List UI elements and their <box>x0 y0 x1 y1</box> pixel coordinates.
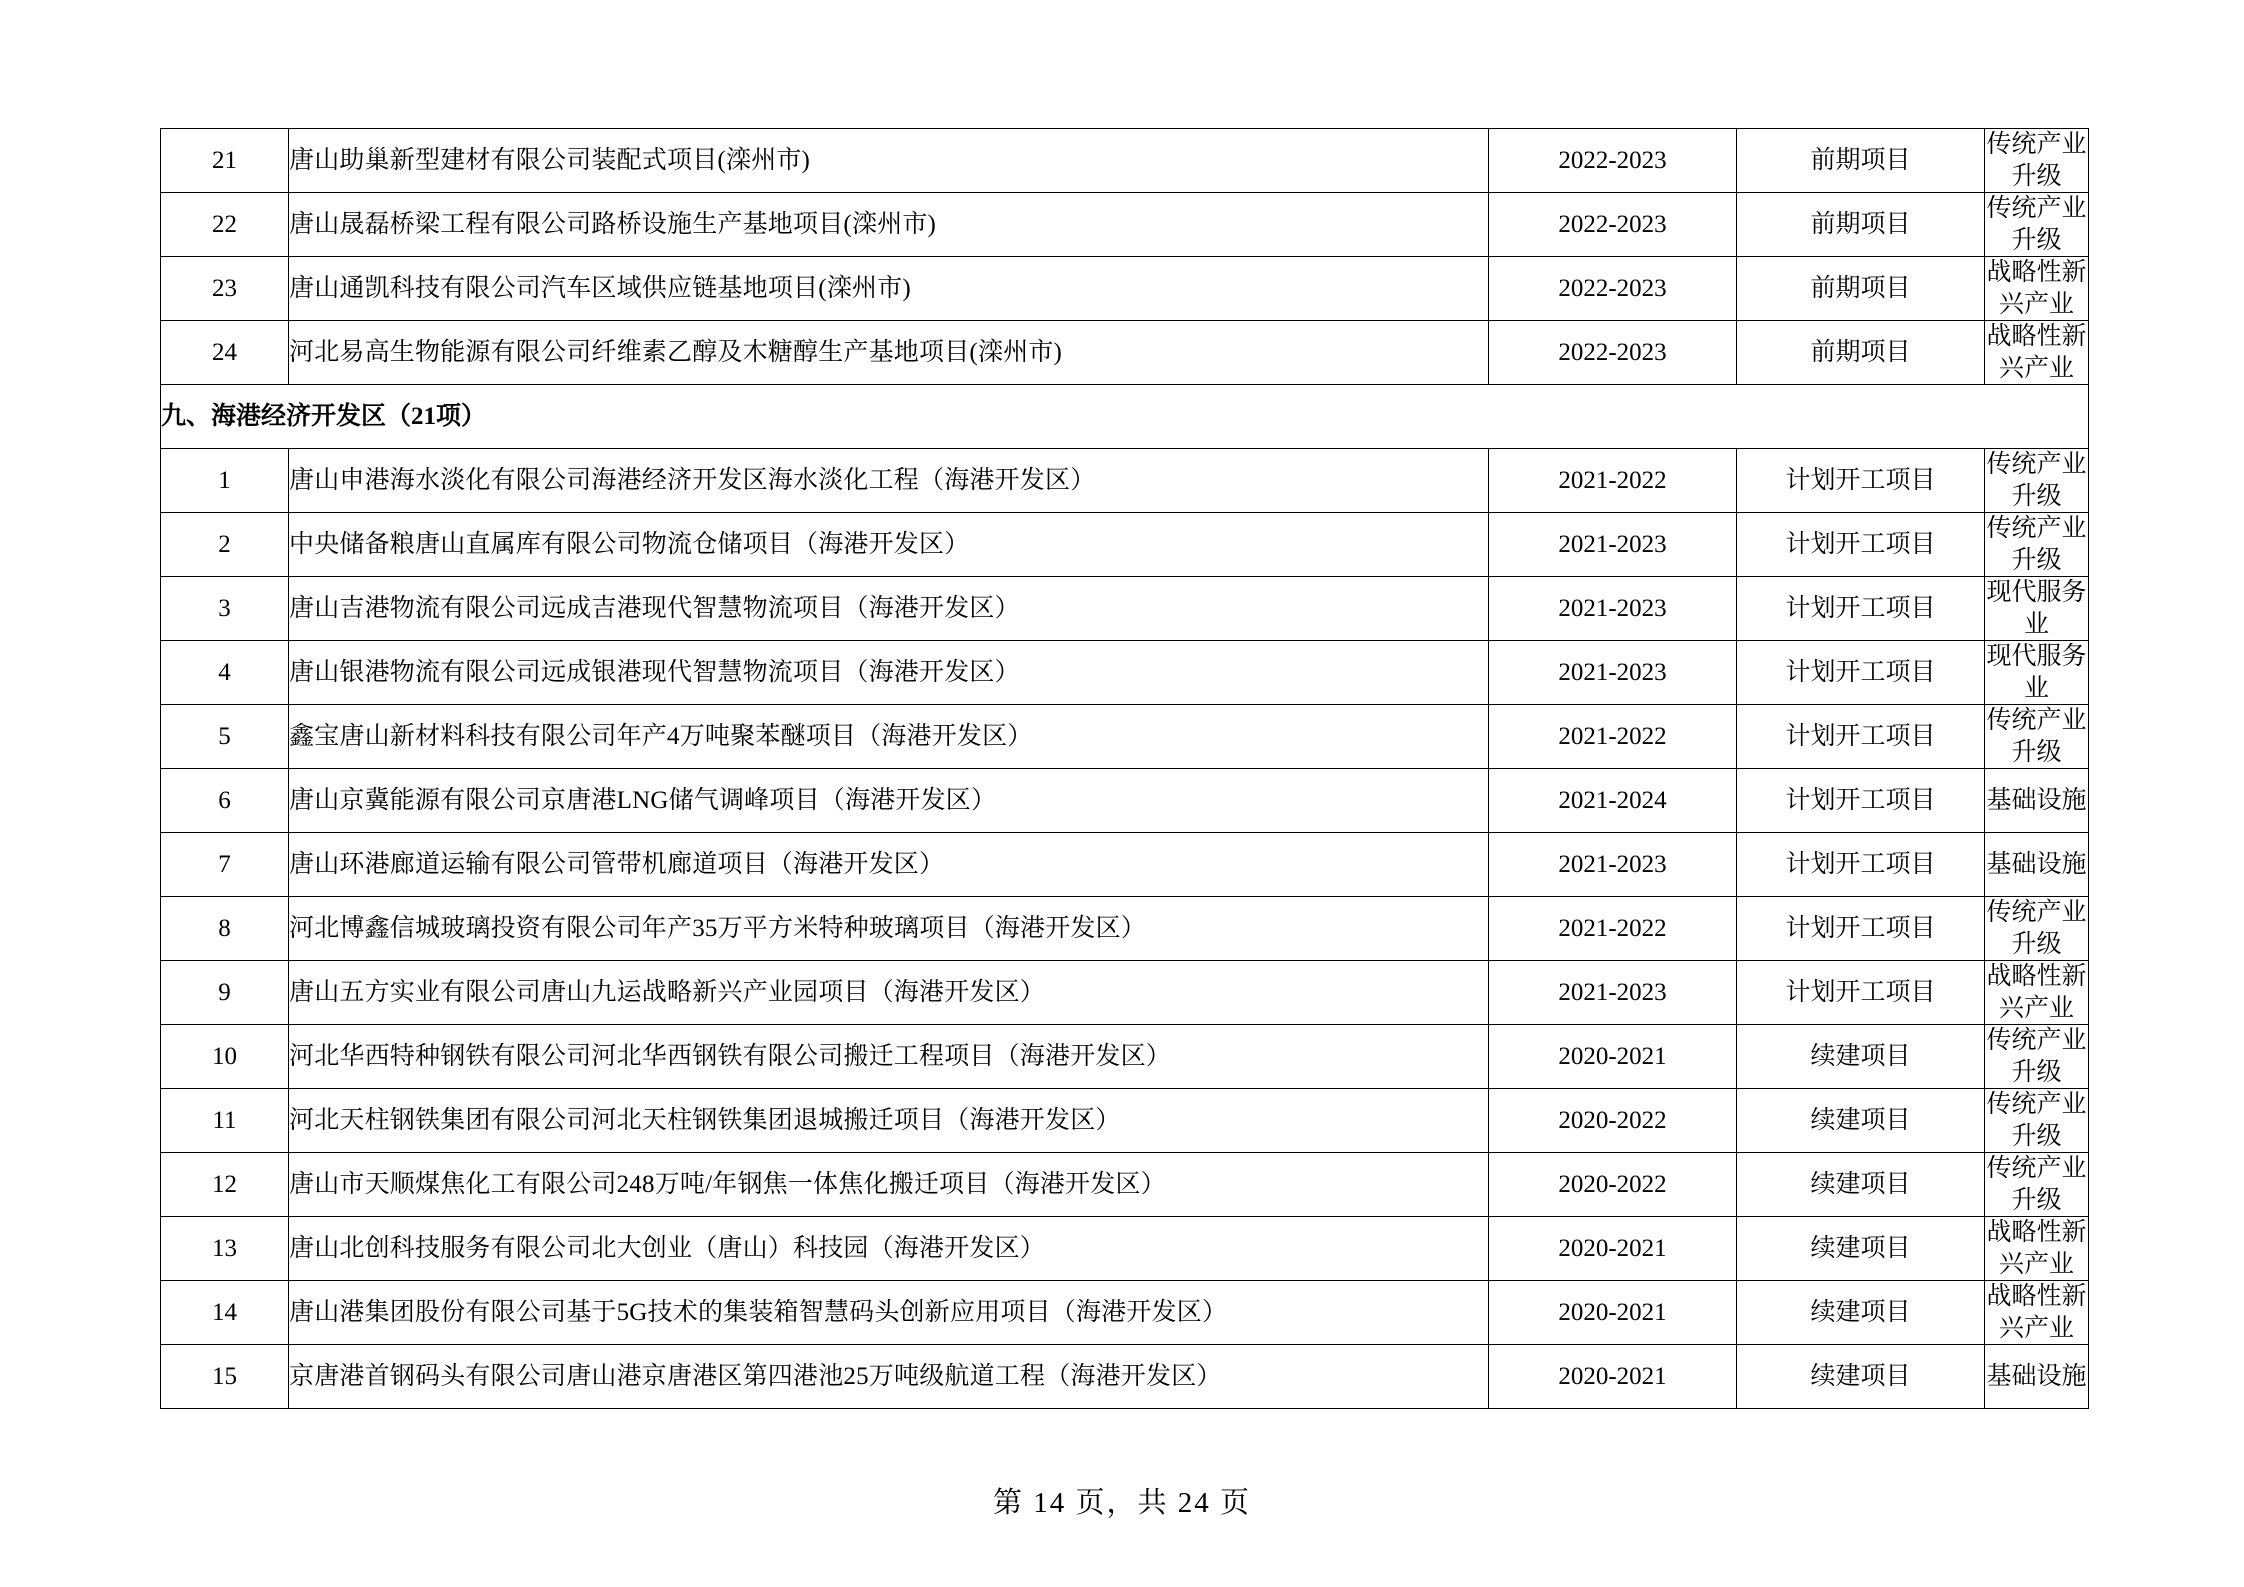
table-row <box>161 1089 2089 1153</box>
cell-years: 2021-2022 <box>1489 897 1737 961</box>
cell-stage: 计划开工项目 <box>1737 769 1985 833</box>
section-title: 九、海港经济开发区（21项） <box>161 385 2089 449</box>
cell-index: 1 <box>161 449 289 513</box>
cell-project-name: 唐山五方实业有限公司唐山九运战略新兴产业园项目（海港开发区） <box>289 961 1489 1025</box>
project-table-container <box>160 128 2088 1409</box>
cell-industry-type: 战略性新兴产业 <box>1985 961 2089 1025</box>
cell-industry-type: 传统产业升级 <box>1985 1025 2089 1089</box>
cell-industry-type: 传统产业升级 <box>1985 449 2089 513</box>
cell-project-name: 河北华西特种钢铁有限公司河北华西钢铁有限公司搬迁工程项目（海港开发区） <box>289 1025 1489 1089</box>
cell-stage: 前期项目 <box>1737 321 1985 385</box>
cell-project-name: 唐山港集团股份有限公司基于5G技术的集装箱智慧码头创新应用项目（海港开发区） <box>289 1281 1489 1345</box>
table-row <box>161 1345 2089 1409</box>
cell-index: 8 <box>161 897 289 961</box>
cell-stage: 计划开工项目 <box>1737 513 1985 577</box>
cell-stage: 计划开工项目 <box>1737 577 1985 641</box>
cell-years: 2020-2022 <box>1489 1153 1737 1217</box>
cell-index: 10 <box>161 1025 289 1089</box>
cell-industry-type: 现代服务业 <box>1985 641 2089 705</box>
cell-stage: 续建项目 <box>1737 1025 1985 1089</box>
cell-index: 11 <box>161 1089 289 1153</box>
cell-industry-type: 传统产业升级 <box>1985 705 2089 769</box>
table-section-row <box>161 385 2089 449</box>
cell-stage: 前期项目 <box>1737 193 1985 257</box>
cell-years: 2021-2022 <box>1489 449 1737 513</box>
cell-industry-type: 传统产业升级 <box>1985 897 2089 961</box>
table-row <box>161 961 2089 1025</box>
cell-index: 4 <box>161 641 289 705</box>
table-row <box>161 193 2089 257</box>
cell-industry-type: 现代服务业 <box>1985 577 2089 641</box>
cell-years: 2020-2021 <box>1489 1217 1737 1281</box>
cell-project-name: 唐山通凯科技有限公司汽车区域供应链基地项目(滦州市) <box>289 257 1489 321</box>
cell-industry-type: 战略性新兴产业 <box>1985 1281 2089 1345</box>
cell-project-name: 唐山吉港物流有限公司远成吉港现代智慧物流项目（海港开发区） <box>289 577 1489 641</box>
cell-project-name: 河北天柱钢铁集团有限公司河北天柱钢铁集团退城搬迁项目（海港开发区） <box>289 1089 1489 1153</box>
cell-industry-type: 传统产业升级 <box>1985 193 2089 257</box>
table-row <box>161 449 2089 513</box>
cell-stage: 续建项目 <box>1737 1089 1985 1153</box>
cell-years: 2022-2023 <box>1489 129 1737 193</box>
cell-project-name: 唐山京冀能源有限公司京唐港LNG储气调峰项目（海港开发区） <box>289 769 1489 833</box>
table-row <box>161 641 2089 705</box>
cell-project-name: 唐山环港廊道运输有限公司管带机廊道项目（海港开发区） <box>289 833 1489 897</box>
cell-industry-type: 传统产业升级 <box>1985 129 2089 193</box>
cell-stage: 续建项目 <box>1737 1217 1985 1281</box>
cell-project-name: 河北易高生物能源有限公司纤维素乙醇及木糖醇生产基地项目(滦州市) <box>289 321 1489 385</box>
project-table <box>160 128 2089 1409</box>
cell-project-name: 唐山助巢新型建材有限公司装配式项目(滦州市) <box>289 129 1489 193</box>
cell-project-name: 唐山市天顺煤焦化工有限公司248万吨/年钢焦一体焦化搬迁项目（海港开发区） <box>289 1153 1489 1217</box>
cell-stage: 续建项目 <box>1737 1345 1985 1409</box>
cell-index: 14 <box>161 1281 289 1345</box>
cell-stage: 前期项目 <box>1737 257 1985 321</box>
table-row <box>161 321 2089 385</box>
table-row <box>161 1025 2089 1089</box>
table-row <box>161 1153 2089 1217</box>
cell-industry-type: 战略性新兴产业 <box>1985 1217 2089 1281</box>
cell-industry-type: 战略性新兴产业 <box>1985 257 2089 321</box>
cell-industry-type: 传统产业升级 <box>1985 1153 2089 1217</box>
cell-index: 22 <box>161 193 289 257</box>
cell-industry-type: 基础设施 <box>1985 1345 2089 1409</box>
cell-years: 2022-2023 <box>1489 321 1737 385</box>
table-row <box>161 897 2089 961</box>
cell-industry-type: 基础设施 <box>1985 833 2089 897</box>
cell-years: 2020-2022 <box>1489 1089 1737 1153</box>
cell-index: 2 <box>161 513 289 577</box>
cell-project-name: 唐山申港海水淡化有限公司海港经济开发区海水淡化工程（海港开发区） <box>289 449 1489 513</box>
page-footer: 第 14 页，共 24 页 <box>992 1487 1251 1519</box>
cell-index: 7 <box>161 833 289 897</box>
cell-index: 15 <box>161 1345 289 1409</box>
cell-stage: 计划开工项目 <box>1737 897 1985 961</box>
cell-index: 21 <box>161 129 289 193</box>
cell-index: 24 <box>161 321 289 385</box>
cell-project-name: 唐山北创科技服务有限公司北大创业（唐山）科技园（海港开发区） <box>289 1217 1489 1281</box>
cell-industry-type: 战略性新兴产业 <box>1985 321 2089 385</box>
cell-years: 2020-2021 <box>1489 1345 1737 1409</box>
cell-index: 3 <box>161 577 289 641</box>
cell-project-name: 中央储备粮唐山直属库有限公司物流仓储项目（海港开发区） <box>289 513 1489 577</box>
cell-industry-type: 基础设施 <box>1985 769 2089 833</box>
cell-stage: 计划开工项目 <box>1737 641 1985 705</box>
cell-years: 2022-2023 <box>1489 193 1737 257</box>
cell-years: 2020-2021 <box>1489 1025 1737 1089</box>
cell-project-name: 唐山晟磊桥梁工程有限公司路桥设施生产基地项目(滦州市) <box>289 193 1489 257</box>
cell-stage: 续建项目 <box>1737 1153 1985 1217</box>
cell-index: 5 <box>161 705 289 769</box>
cell-index: 13 <box>161 1217 289 1281</box>
table-row <box>161 257 2089 321</box>
cell-years: 2021-2023 <box>1489 833 1737 897</box>
cell-industry-type: 传统产业升级 <box>1985 1089 2089 1153</box>
cell-years: 2020-2021 <box>1489 1281 1737 1345</box>
cell-stage: 计划开工项目 <box>1737 705 1985 769</box>
table-row <box>161 1281 2089 1345</box>
cell-industry-type: 传统产业升级 <box>1985 513 2089 577</box>
table-row <box>161 513 2089 577</box>
cell-years: 2021-2023 <box>1489 577 1737 641</box>
cell-index: 12 <box>161 1153 289 1217</box>
cell-stage: 续建项目 <box>1737 1281 1985 1345</box>
cell-stage: 计划开工项目 <box>1737 961 1985 1025</box>
cell-index: 6 <box>161 769 289 833</box>
cell-years: 2021-2023 <box>1489 641 1737 705</box>
cell-stage: 计划开工项目 <box>1737 449 1985 513</box>
cell-project-name: 鑫宝唐山新材料科技有限公司年产4万吨聚苯醚项目（海港开发区） <box>289 705 1489 769</box>
project-table-body <box>161 129 2089 1409</box>
table-row <box>161 833 2089 897</box>
cell-index: 9 <box>161 961 289 1025</box>
cell-stage: 前期项目 <box>1737 129 1985 193</box>
cell-project-name: 唐山银港物流有限公司远成银港现代智慧物流项目（海港开发区） <box>289 641 1489 705</box>
table-row <box>161 769 2089 833</box>
table-row <box>161 129 2089 193</box>
cell-stage: 计划开工项目 <box>1737 833 1985 897</box>
cell-years: 2021-2022 <box>1489 705 1737 769</box>
cell-years: 2021-2023 <box>1489 513 1737 577</box>
cell-years: 2022-2023 <box>1489 257 1737 321</box>
cell-years: 2021-2024 <box>1489 769 1737 833</box>
cell-project-name: 京唐港首钢码头有限公司唐山港京唐港区第四港池25万吨级航道工程（海港开发区） <box>289 1345 1489 1409</box>
cell-project-name: 河北博鑫信城玻璃投资有限公司年产35万平方米特种玻璃项目（海港开发区） <box>289 897 1489 961</box>
table-row <box>161 1217 2089 1281</box>
cell-years: 2021-2023 <box>1489 961 1737 1025</box>
cell-index: 23 <box>161 257 289 321</box>
table-row <box>161 705 2089 769</box>
table-row <box>161 577 2089 641</box>
